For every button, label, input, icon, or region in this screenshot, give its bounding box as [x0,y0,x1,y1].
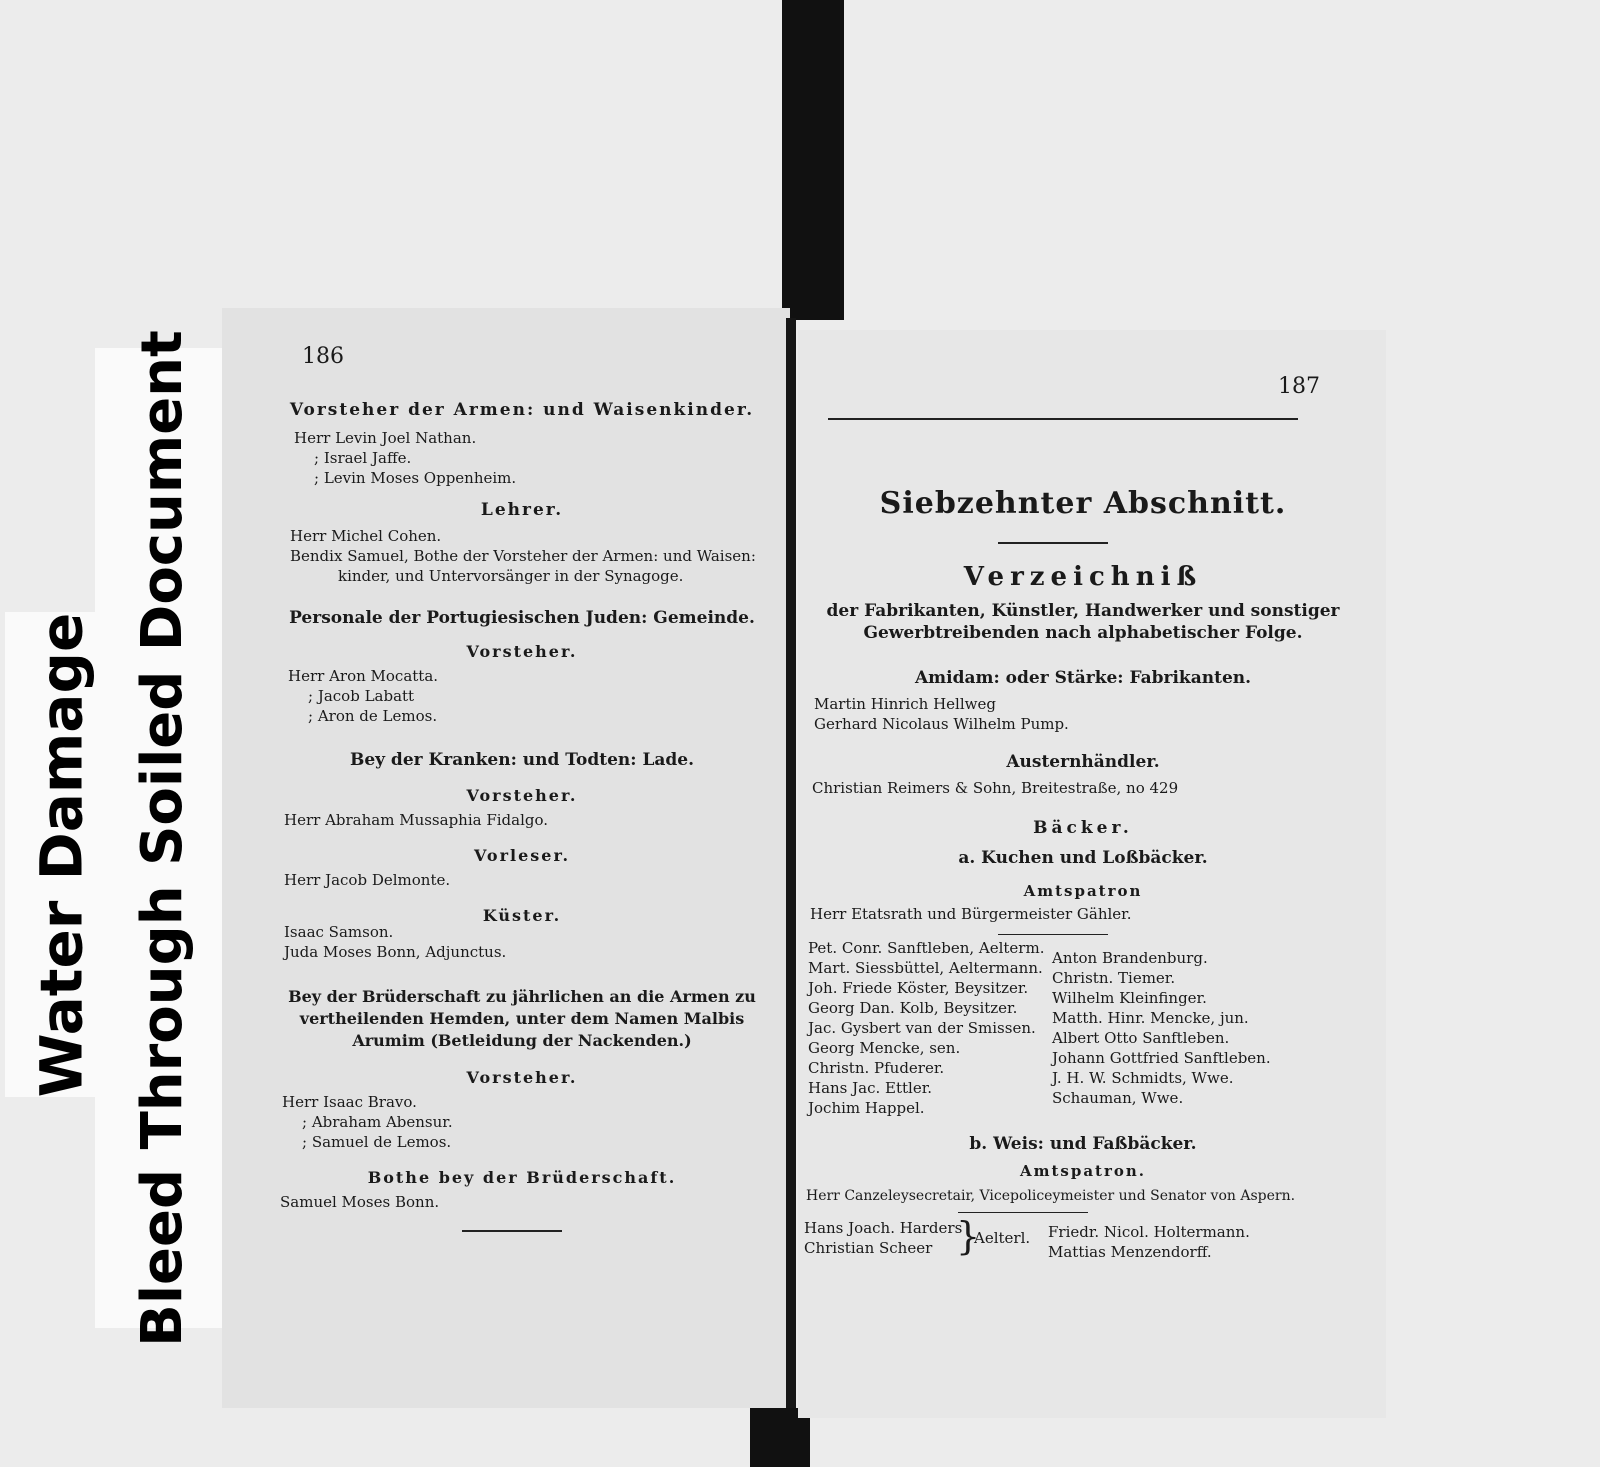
list-item: Albert Otto Sanftleben. [1052,1029,1230,1047]
list-item: Schauman, Wwe. [1052,1089,1184,1107]
heading-weis: b. Weis: und Faßbäcker. [969,1134,1197,1154]
list-item: Herr Aron Mocatta. [288,667,439,685]
subheading-vorleser: Vorleser. [473,846,571,865]
subheading-kuester: Küster. [482,906,562,925]
list-item: Georg Mencke, sen. [808,1039,961,1057]
list-item: Isaac Samson. [284,923,394,941]
list-item: Juda Moses Bonn, Adjunctus. [284,943,507,961]
list-item: Johann Gottfried Sanftleben. [1052,1049,1271,1067]
list-vorsteher-portugiesisch [288,666,438,726]
book-spine [786,318,796,1408]
list-item: Jochim Happel. [808,1099,925,1117]
list-lehrer [290,526,756,586]
heading-austern: Austernhändler. [1006,752,1160,772]
heading-lehrer: Lehrer. [480,500,564,520]
heading-portugiesische-gemeinde: Personale der Portugiesischen Juden: Gemeinde. [289,608,755,628]
subtitle-line: der Fabrikanten, Künstler, Handwerker und sonstiger [826,601,1340,621]
subheading-vorsteher: Vorsteher. [466,642,578,661]
list-item: Jac. Gysbert van der Smissen. [808,1019,1036,1037]
list-item: Herr Abraham Mussaphia Fidalgo. [284,811,549,829]
list-item: Christian Scheer [804,1239,933,1257]
chapter-rule [998,542,1108,544]
list-item: Joh. Friede Köster, Beysitzer. [808,979,1029,997]
heading-amidam: Amidam: oder Stärke: Fabrikanten. [914,668,1252,688]
bleed-through-text: Bleed Through Soiled Document [130,329,196,1347]
list-vorsteher-armen [294,428,516,488]
subheading-amtspatron-2: Amtspatron. [1019,1162,1147,1180]
list-item: Aelterl. [974,1229,1031,1247]
subtitle-line: Gewerbtreibenden nach alphabetischer Folge. [863,623,1303,643]
list-item: Hans Jac. Ettler. [808,1079,933,1097]
list-vorsteher-lade [284,810,548,830]
verzeichnis-title: Verzeichniß [963,562,1203,592]
list-item: Herr Levin Joel Nathan. [294,429,477,447]
list-item: Wilhelm Kleinfinger. [1052,989,1207,1007]
patron-rule-2 [958,1212,1088,1213]
list-item: Christian Reimers & Sohn, Breitestraße, no 429 [812,779,1179,797]
heading-bruederschaft-line: vertheilenden Hemden, unter dem Namen Malbis [299,1009,745,1028]
heading-vorsteher-armen: Vorsteher der Armen: und Waisenkinder. [289,400,755,420]
list-item: Georg Dan. Kolb, Beysitzer. [808,999,1018,1017]
page-number-right: 187 [1278,374,1320,399]
list-item: Bendix Samuel, Bothe der Vorsteher der Armen: und Waisen: [290,547,756,565]
list-austern [812,778,1178,798]
right-page [798,330,1386,1418]
list-weis-right [1048,1222,1250,1262]
list-item: Herr Canzeleysecretair, Vicepolicеymeister und Senator von Aspern. [806,1188,1296,1204]
list-item: ; Jacob Labatt [308,687,415,705]
list-weis-left [804,1218,962,1258]
subheading-vorsteher-2: Vorsteher. [466,786,578,805]
list-item: Christn. Pfuderer. [808,1059,945,1077]
bleed-through-label [95,329,230,1347]
subheading-vorsteher-3: Vorsteher. [466,1068,578,1087]
subheading-amtspatron: Amtspatron [1023,882,1143,900]
heading-bothe: Bothe bey der Brüderschaft. [367,1168,677,1187]
end-rule [462,1230,562,1232]
list-item: Herr Isaac Bravo. [282,1093,417,1111]
list-item: Hans Joach. Harders [804,1219,963,1237]
list-item: Mattias Menzendorff. [1048,1243,1212,1261]
list-item: ; Aron de Lemos. [308,707,438,725]
list-item: ; Abraham Abensur. [302,1113,453,1131]
patron-rule [998,934,1108,935]
list-kuchen-left [808,938,1044,1118]
list-item: Mart. Siessbüttel, Aeltermann. [808,959,1043,977]
heading-bruederschaft-line: Bey der Brüderschaft zu jährlichen an die Armen zu [288,987,756,1006]
heading-bruederschaft-line: Arumim (Betleidung der Nackenden.) [352,1031,692,1050]
list-vorleser [284,870,450,890]
page-number-left: 186 [302,344,344,369]
list-amidam [814,694,1069,734]
list-item: Friedr. Nicol. Holtermann. [1048,1223,1250,1241]
patron-kuchen [810,904,1131,924]
verzeichnis-subtitle [808,600,1358,644]
list-item: Herr Michel Cohen. [290,527,442,545]
list-kuester [284,922,506,962]
book-strap-top [782,0,844,320]
list-item: Pet. Conr. Sanftleben, Aelterm. [808,939,1045,957]
heading-baecker: Bäcker. [1033,818,1133,838]
header-rule [828,418,1298,420]
brace-glyph: } [956,1214,981,1258]
list-item: Christn. Tiemer. [1052,969,1176,987]
list-item: kinder, und Untervorsänger in der Synagoge. [338,567,684,585]
list-kuchen-right [1052,948,1271,1108]
list-item: Martin Hinrich Hellweg [814,695,996,713]
list-item: Anton Brandenburg. [1052,949,1208,967]
list-bothe [280,1192,439,1212]
left-page [222,308,790,1408]
list-item: Matth. Hinr. Mencke, jun. [1052,1009,1249,1027]
chapter-title: Siebzehnter Abschnitt. [879,486,1287,521]
list-item: Samuel Moses Bonn. [280,1193,440,1211]
list-item: J. H. W. Schmidts, Wwe. [1052,1069,1234,1087]
list-item: ; Levin Moses Oppenheim. [314,469,517,487]
heading-kuchen: a. Kuchen und Loßbäcker. [958,848,1208,868]
list-vorsteher-bruederschaft [282,1092,453,1152]
list-item: ; Israel Jaffe. [314,449,412,467]
brace-label [974,1228,1030,1248]
list-item: Herr Etatsrath und Bürgermeister Gähler. [810,905,1132,923]
list-item: ; Samuel de Lemos. [302,1133,452,1151]
patron-weis [806,1186,1295,1206]
water-damage-text: Water Damage [27,612,95,1097]
heading-kranken-lade: Bey der Kranken: und Todten: Lade. [349,750,695,770]
heading-bruederschaft [262,986,782,1052]
list-item: Herr Jacob Delmonte. [284,871,451,889]
list-item: Gerhard Nicolaus Wilhelm Pump. [814,715,1069,733]
